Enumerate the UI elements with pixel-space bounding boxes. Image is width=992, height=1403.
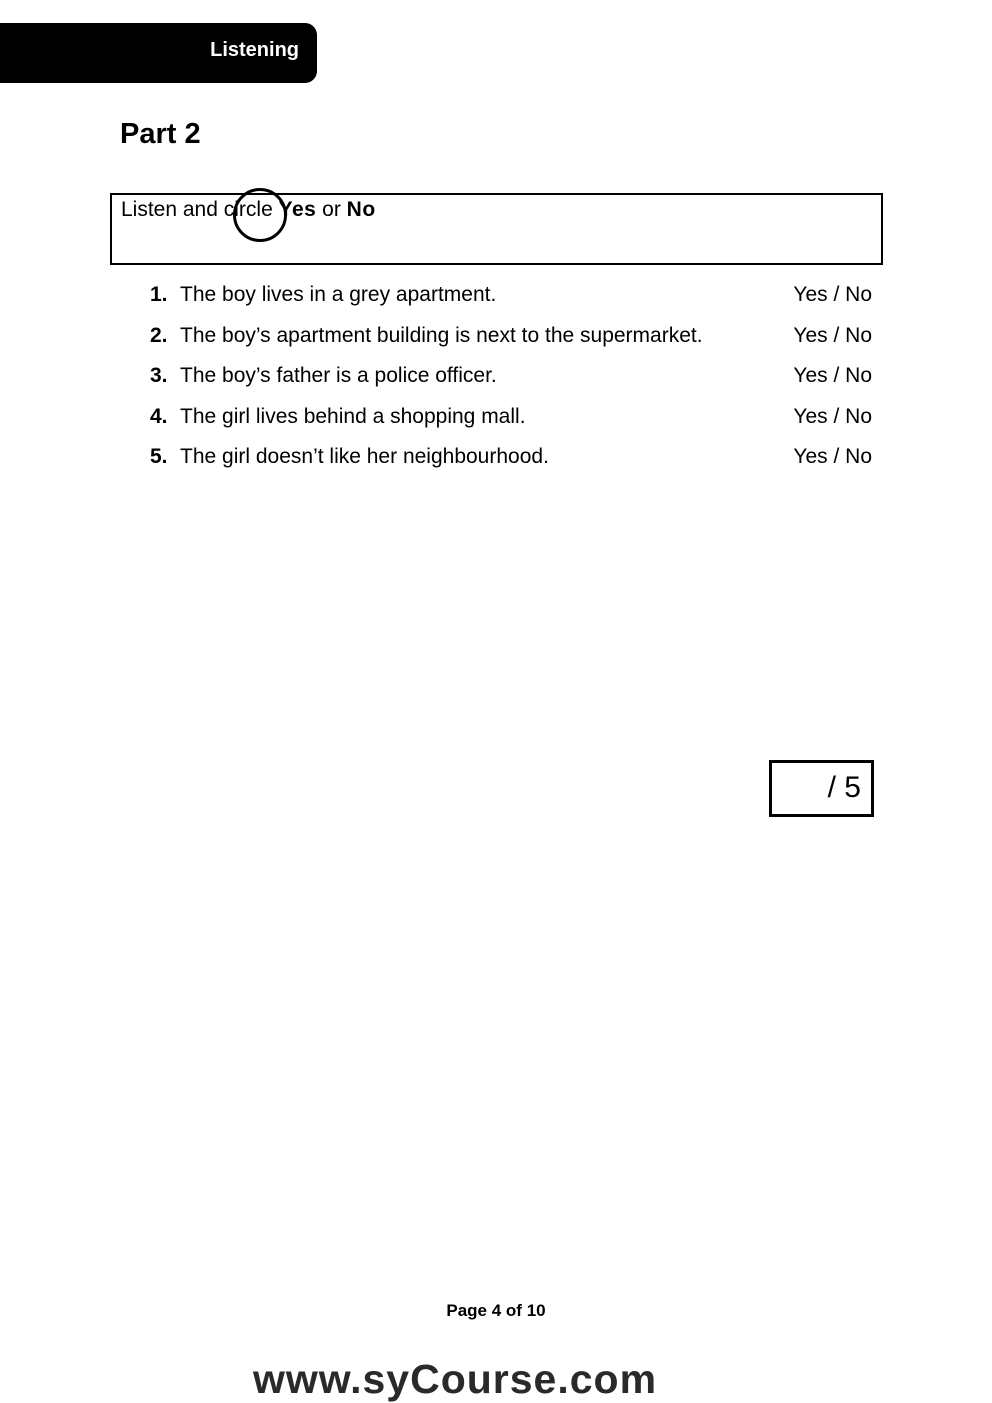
- page-prefix: Page: [446, 1301, 492, 1320]
- score-text: / 5: [827, 771, 861, 804]
- question-number: 1.: [150, 283, 168, 306]
- question-row: [150, 403, 872, 444]
- question-row: [150, 443, 872, 484]
- question-row: [150, 281, 872, 322]
- question-text: The boy’s apartment building is next to the supermarket.: [180, 323, 703, 347]
- yes-no-options[interactable]: Yes / No: [793, 404, 872, 428]
- section-tab: [0, 23, 317, 83]
- question-text: The girl doesn’t like her neighbourhood.: [180, 445, 549, 468]
- part-title: Part 2: [120, 118, 201, 150]
- question-row: [150, 322, 872, 363]
- instruction-prefix: Listen and: [121, 198, 224, 221]
- question-number: 2.: [150, 323, 168, 347]
- page-footer: [0, 1301, 992, 1321]
- question-number: 4.: [150, 404, 168, 428]
- yes-no-options[interactable]: Yes / No: [793, 445, 872, 468]
- section-label: Listening: [210, 39, 299, 61]
- question-number: 5.: [150, 445, 168, 468]
- watermark: www.syCourse.com: [252, 1356, 658, 1402]
- example-circle-mark: [233, 188, 287, 242]
- page-current: 4: [491, 1301, 502, 1320]
- score-box: [769, 760, 874, 817]
- instruction-no: No: [346, 198, 376, 221]
- question-text: The boy lives in a grey apartment.: [180, 283, 497, 306]
- yes-no-options[interactable]: Yes / No: [793, 364, 872, 387]
- question-text: The boy’s father is a police officer.: [180, 364, 497, 387]
- instruction-box: [110, 193, 883, 265]
- instruction-or: or: [316, 198, 347, 221]
- page-total: 10: [526, 1301, 546, 1320]
- question-row: [150, 362, 872, 403]
- page-of: of: [501, 1301, 527, 1320]
- yes-no-options[interactable]: Yes / No: [793, 323, 872, 347]
- question-text: The girl lives behind a shopping mall.: [180, 404, 526, 428]
- yes-no-options[interactable]: Yes / No: [793, 283, 872, 306]
- question-list: [150, 281, 872, 484]
- instruction-yes: Yes: [278, 198, 317, 221]
- question-number: 3.: [150, 364, 168, 387]
- instruction-circled-word: circle: [223, 198, 273, 221]
